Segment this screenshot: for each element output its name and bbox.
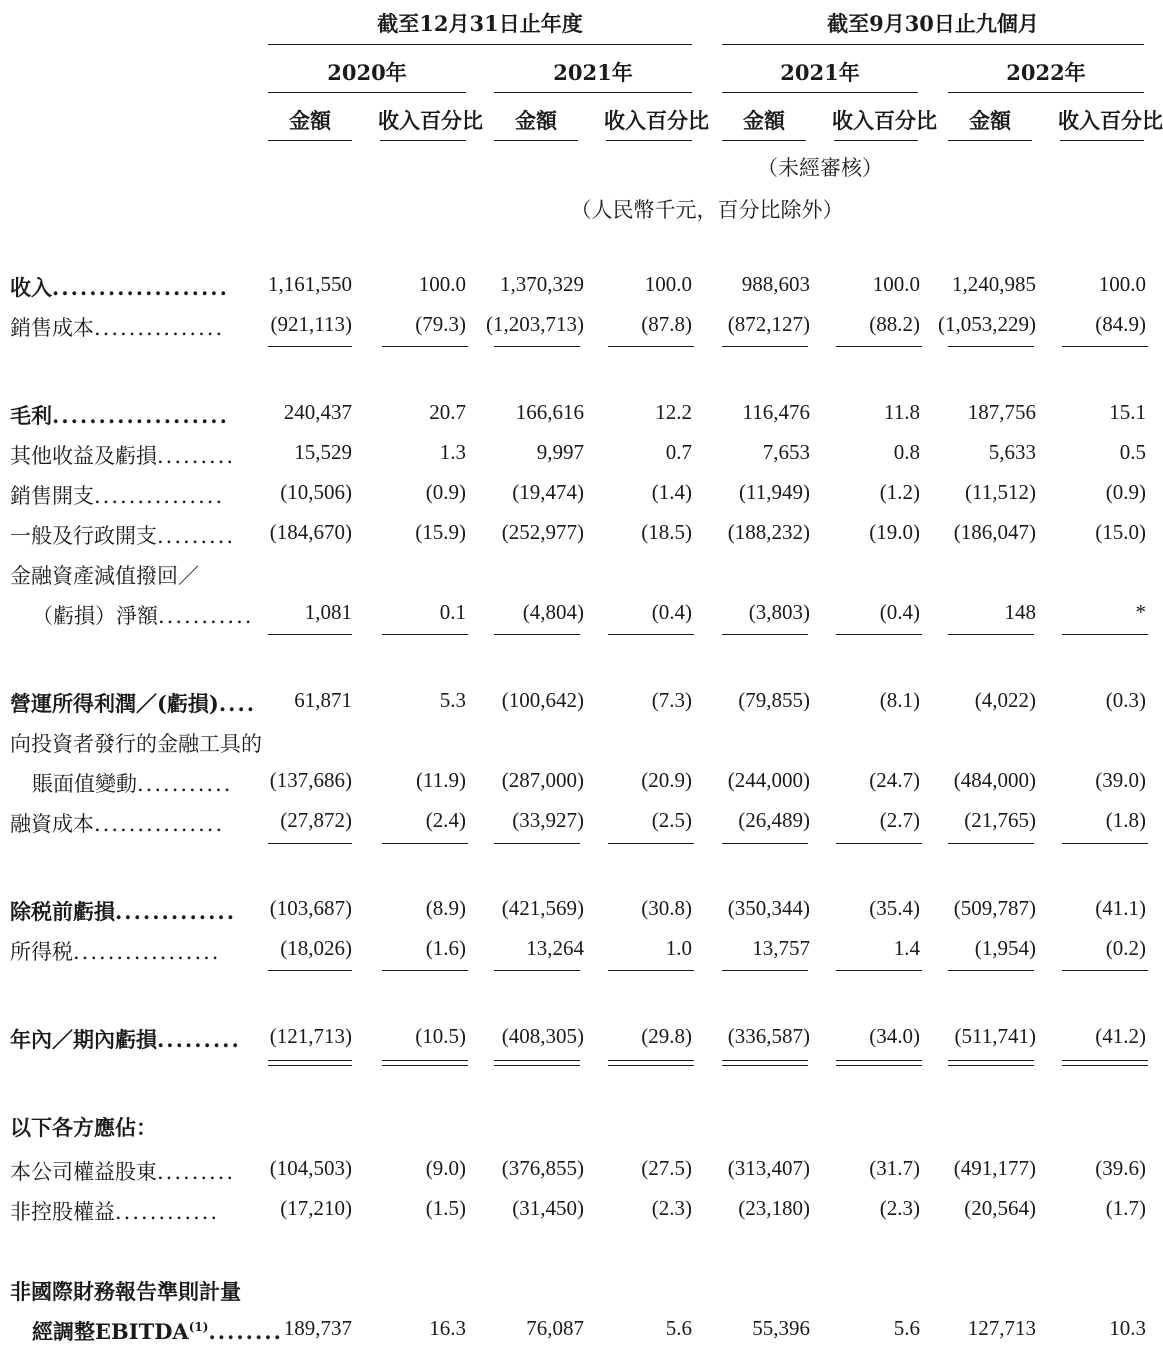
amount-cell: (27,872) (280, 808, 352, 832)
subtotal-rule (1062, 634, 1148, 635)
amount-cell: (921,113) (270, 312, 352, 336)
amount-cell: 55,396 (752, 1316, 810, 1340)
percent-cell: (84.9) (1095, 312, 1146, 336)
row-label (10, 520, 236, 550)
subtotal-rule (1062, 970, 1148, 971)
row-label-text: （虧損）淨額 (32, 604, 158, 628)
row-label (10, 400, 236, 430)
amount-cell: 988,603 (741, 272, 810, 296)
leader-dots: ......... (157, 524, 236, 548)
amount-cell: (421,569) (501, 896, 584, 920)
amount-cell: (244,000) (727, 768, 810, 792)
year-header: 2022年 (1006, 60, 1086, 85)
amount-cell: (23,180) (738, 1196, 810, 1220)
subtotal-rule (836, 970, 922, 971)
amount-cell: (4,022) (974, 688, 1036, 712)
amount-cell: (287,000) (501, 768, 584, 792)
percent-cell: (24.7) (869, 768, 920, 792)
percent-cell: (11.9) (416, 768, 466, 792)
percent-cell: 0.8 (893, 440, 920, 464)
amount-cell: (19,474) (512, 480, 584, 504)
row-label (10, 272, 236, 302)
amount-cell: (79,855) (738, 688, 810, 712)
percent-cell: (2.3) (879, 1196, 920, 1220)
amount-cell: (1,954) (974, 936, 1036, 960)
header-rule (1060, 140, 1144, 141)
amount-cell: 13,757 (752, 936, 810, 960)
row-label (10, 728, 262, 758)
amount-cell: (103,687) (269, 896, 352, 920)
amount-cell: 189,737 (283, 1316, 352, 1340)
leader-dots: ......... (157, 1027, 241, 1052)
amount-cell: (484,000) (953, 768, 1036, 792)
amount-cell: (31,450) (512, 1196, 584, 1220)
amount-cell: (26,489) (738, 808, 810, 832)
row-label (10, 1024, 241, 1054)
percent-cell: (19.0) (869, 520, 920, 544)
year-header: 2020年 (327, 60, 407, 85)
row-label (10, 560, 236, 590)
total-double-rule (948, 1060, 1034, 1066)
row-label (10, 480, 236, 510)
row-label-text: 經調整EBITDA (32, 1319, 189, 1344)
row-label (10, 936, 236, 966)
amount-cell: 116,476 (742, 400, 810, 424)
total-double-rule (836, 1060, 922, 1066)
amount-cell: (17,210) (280, 1196, 352, 1220)
leader-dots: ............... (94, 484, 225, 508)
subtotal-rule (722, 843, 808, 844)
amount-cell: 15,529 (294, 440, 352, 464)
subtotal-rule (1062, 843, 1148, 844)
row-label-text: 其他收益及虧損 (10, 444, 157, 468)
header-rule (948, 140, 1032, 141)
percent-cell: (2.5) (651, 808, 692, 832)
amount-cell: (376,855) (501, 1156, 584, 1180)
percent-cell: 100.0 (1098, 272, 1146, 296)
amount-cell: (18,026) (280, 936, 352, 960)
amount-cell: 187,756 (967, 400, 1036, 424)
percent-cell: (15.0) (1095, 520, 1146, 544)
col-header-amount: 金額 (515, 108, 557, 133)
subtotal-rule (948, 843, 1034, 844)
percent-cell: (41.2) (1095, 1024, 1146, 1048)
total-double-rule (722, 1060, 808, 1066)
header-rule (268, 140, 352, 141)
percent-cell: 0.7 (665, 440, 692, 464)
row-label-text: 營運所得利潤／(虧損) (10, 691, 219, 716)
col-header-percent: 收入百分比 (378, 108, 483, 133)
amount-cell: 7,653 (762, 440, 810, 464)
subtotal-rule (382, 346, 468, 347)
leader-dots: ................... (52, 275, 229, 300)
percent-cell: 0.5 (1119, 440, 1146, 464)
col-header-percent: 收入百分比 (1058, 108, 1163, 133)
percent-cell: 0.1 (439, 600, 466, 624)
header-rule (268, 92, 466, 93)
row-label (32, 600, 254, 630)
amount-cell: 61,871 (294, 688, 352, 712)
row-label-text: 非國際財務報告準則計量 (10, 1279, 241, 1304)
amount-cell: (511,741) (954, 1024, 1036, 1048)
amount-cell: (11,949) (739, 480, 810, 504)
header-rule (722, 92, 918, 93)
amount-cell: (20,564) (964, 1196, 1036, 1220)
percent-cell: (2.3) (651, 1196, 692, 1220)
subtotal-rule (836, 346, 922, 347)
percent-cell: 15.1 (1109, 400, 1146, 424)
unit-note: （人民幣千元，百分比除外） (570, 198, 844, 222)
percent-cell: (9.0) (425, 1156, 466, 1180)
leader-dots: ........... (158, 604, 254, 628)
amount-cell: 1,161,550 (268, 272, 352, 296)
amount-cell: 1,240,985 (952, 272, 1036, 296)
row-label (10, 1112, 236, 1142)
row-label-text: 銷售成本 (10, 316, 94, 340)
col-header-amount: 金額 (289, 108, 331, 133)
subtotal-rule (268, 970, 352, 971)
subtotal-rule (1062, 346, 1148, 347)
subtotal-rule (382, 634, 468, 635)
amount-cell: (408,305) (501, 1024, 584, 1048)
amount-cell: 9,997 (536, 440, 584, 464)
row-label-text: 向投資者發行的金融工具的 (10, 732, 262, 756)
row-label-text: 融資成本 (10, 812, 94, 836)
percent-cell: (31.7) (869, 1156, 920, 1180)
row-label (10, 808, 236, 838)
leader-dots: ............ (115, 1200, 220, 1224)
percent-cell: (18.5) (641, 520, 692, 544)
leader-dots: ............. (115, 899, 237, 924)
percent-cell: (0.2) (1105, 936, 1146, 960)
percent-cell: (34.0) (869, 1024, 920, 1048)
percent-cell: (87.8) (641, 312, 692, 336)
amount-cell: (336,587) (727, 1024, 810, 1048)
percent-cell: (1.6) (425, 936, 466, 960)
percent-cell: 20.7 (429, 400, 466, 424)
amount-cell: (11,512) (965, 480, 1036, 504)
header-rule (948, 92, 1144, 93)
header-rule (722, 44, 1144, 45)
amount-cell: 166,616 (515, 400, 584, 424)
amount-cell: 240,437 (283, 400, 352, 424)
leader-dots: ............... (94, 316, 225, 340)
leader-dots: ........ (208, 1319, 283, 1344)
percent-cell: 5.6 (665, 1316, 692, 1340)
amount-cell: (188,232) (727, 520, 810, 544)
row-label (32, 1316, 283, 1346)
subtotal-rule (494, 843, 580, 844)
total-double-rule (268, 1060, 352, 1066)
row-label-text: 以下各方應佔： (10, 1115, 157, 1140)
subtotal-rule (948, 970, 1034, 971)
header-rule (494, 92, 692, 93)
subtotal-rule (836, 634, 922, 635)
subtotal-rule (382, 843, 468, 844)
percent-cell: * (1135, 600, 1146, 624)
amount-cell: 1,370,329 (500, 272, 584, 296)
percent-cell: (41.1) (1095, 896, 1146, 920)
col-header-percent: 收入百分比 (832, 108, 937, 133)
row-label-text: 金融資產減值撥回／ (10, 564, 199, 588)
percent-cell: (39.6) (1095, 1156, 1146, 1180)
row-label-text: 非控股權益 (10, 1200, 115, 1224)
row-label (10, 1156, 236, 1186)
subtotal-rule (948, 634, 1034, 635)
amount-cell: (33,927) (512, 808, 584, 832)
leader-dots: ................... (52, 403, 229, 428)
subtotal-rule (268, 346, 352, 347)
percent-cell: (20.9) (641, 768, 692, 792)
amount-cell: (104,503) (269, 1156, 352, 1180)
percent-cell: (1.2) (879, 480, 920, 504)
percent-cell: (0.4) (651, 600, 692, 624)
percent-cell: (2.7) (879, 808, 920, 832)
row-label (10, 440, 236, 470)
year-header: 2021年 (780, 60, 860, 85)
percent-cell: (10.5) (415, 1024, 466, 1048)
col-header-percent: 收入百分比 (604, 108, 709, 133)
header-rule (606, 140, 692, 141)
percent-cell: 11.8 (884, 400, 920, 424)
percent-cell: (35.4) (869, 896, 920, 920)
percent-cell: 100.0 (872, 272, 920, 296)
amount-cell: (872,127) (727, 312, 810, 336)
row-label-text: 年內／期內虧損 (10, 1027, 157, 1052)
percent-cell: (0.9) (1105, 480, 1146, 504)
percent-cell: 100.0 (644, 272, 692, 296)
year-header: 2021年 (553, 60, 633, 85)
amount-cell: 13,264 (526, 936, 584, 960)
percent-cell: (7.3) (651, 688, 692, 712)
amount-cell: (509,787) (953, 896, 1036, 920)
amount-cell: (4,804) (522, 600, 584, 624)
row-label-text: 本公司權益股東 (10, 1160, 157, 1184)
subtotal-rule (836, 843, 922, 844)
percent-cell: (1.4) (651, 480, 692, 504)
percent-cell: 1.3 (439, 440, 466, 464)
percent-cell: (1.7) (1105, 1196, 1146, 1220)
total-double-rule (382, 1060, 468, 1066)
group-header-nine-months: 截至9月30日止九個月 (827, 11, 1039, 36)
percent-cell: (0.9) (425, 480, 466, 504)
subtotal-rule (608, 634, 694, 635)
percent-cell: (30.8) (641, 896, 692, 920)
amount-cell: (137,686) (269, 768, 352, 792)
row-label-text: 所得税 (10, 940, 73, 964)
amount-cell: (313,407) (727, 1156, 810, 1180)
amount-cell: (491,177) (953, 1156, 1036, 1180)
percent-cell: (2.4) (425, 808, 466, 832)
leader-dots: ......... (157, 444, 236, 468)
row-label (10, 1196, 236, 1226)
subtotal-rule (382, 970, 468, 971)
subtotal-rule (722, 970, 808, 971)
percent-cell: 10.3 (1109, 1316, 1146, 1340)
percent-cell: (8.9) (425, 896, 466, 920)
row-label (10, 896, 236, 926)
percent-cell: 5.3 (439, 688, 466, 712)
percent-cell: (88.2) (869, 312, 920, 336)
amount-cell: (121,713) (269, 1024, 352, 1048)
amount-cell: (350,344) (727, 896, 810, 920)
subtotal-rule (268, 634, 352, 635)
amount-cell: (1,053,229) (938, 312, 1036, 336)
percent-cell: (15.9) (415, 520, 466, 544)
subtotal-rule (608, 346, 694, 347)
row-label-text: 一般及行政開支 (10, 524, 157, 548)
subtotal-rule (494, 634, 580, 635)
row-label-text: 除税前虧損 (10, 899, 115, 924)
row-label-text: 銷售開支 (10, 484, 94, 508)
amount-cell: (10,506) (280, 480, 352, 504)
percent-cell: (0.3) (1105, 688, 1146, 712)
percent-cell: (79.3) (415, 312, 466, 336)
percent-cell: (0.4) (879, 600, 920, 624)
footnote-marker: (1) (188, 1320, 209, 1334)
percent-cell: 16.3 (429, 1316, 466, 1340)
amount-cell: (3,803) (748, 600, 810, 624)
percent-cell: (39.0) (1095, 768, 1146, 792)
amount-cell: (184,670) (269, 520, 352, 544)
percent-cell: (1.8) (1105, 808, 1146, 832)
group-header-annual: 截至12月31日止年度 (377, 11, 583, 36)
percent-cell: (8.1) (879, 688, 920, 712)
header-rule (834, 140, 918, 141)
subtotal-rule (948, 346, 1034, 347)
leader-dots: ......... (157, 1160, 236, 1184)
subtotal-rule (608, 843, 694, 844)
total-double-rule (494, 1060, 580, 1066)
amount-cell: (186,047) (953, 520, 1036, 544)
percent-cell: 5.6 (893, 1316, 920, 1340)
row-label (10, 312, 236, 342)
row-label-text: 賬面值變動 (32, 772, 137, 796)
header-rule (722, 140, 806, 141)
amount-cell: (1,203,713) (486, 312, 584, 336)
leader-dots: ........... (137, 772, 233, 796)
subtotal-rule (494, 346, 580, 347)
amount-cell: 127,713 (967, 1316, 1036, 1340)
percent-cell: 100.0 (418, 272, 466, 296)
amount-cell: 5,633 (988, 440, 1036, 464)
amount-cell: (21,765) (964, 808, 1036, 832)
amount-cell: 76,087 (526, 1316, 584, 1340)
total-double-rule (1062, 1060, 1148, 1066)
subtotal-rule (722, 346, 808, 347)
subtotal-rule (268, 843, 352, 844)
amount-cell: (100,642) (501, 688, 584, 712)
row-label (10, 1276, 241, 1306)
amount-cell: 1,081 (304, 600, 352, 624)
unaudited-note: （未經審核） (757, 156, 883, 180)
col-header-amount: 金額 (743, 108, 785, 133)
header-rule (268, 44, 692, 45)
percent-cell: (27.5) (641, 1156, 692, 1180)
leader-dots: .... (218, 691, 257, 716)
row-label-text: 收入 (10, 275, 52, 300)
col-header-amount: 金額 (969, 108, 1011, 133)
leader-dots: ................. (73, 940, 221, 964)
subtotal-rule (722, 634, 808, 635)
percent-cell: (29.8) (641, 1024, 692, 1048)
percent-cell: 12.2 (655, 400, 692, 424)
header-rule (494, 140, 578, 141)
amount-cell: 148 (1004, 600, 1036, 624)
row-label (10, 688, 257, 718)
percent-cell: (1.5) (425, 1196, 466, 1220)
header-rule (380, 140, 466, 141)
row-label-text: 毛利 (10, 403, 52, 428)
amount-cell: (252,977) (501, 520, 584, 544)
subtotal-rule (608, 970, 694, 971)
percent-cell: 1.4 (893, 936, 920, 960)
row-label (32, 768, 236, 798)
leader-dots: ............... (94, 812, 225, 836)
percent-cell: 1.0 (665, 936, 692, 960)
total-double-rule (608, 1060, 694, 1066)
subtotal-rule (494, 970, 580, 971)
